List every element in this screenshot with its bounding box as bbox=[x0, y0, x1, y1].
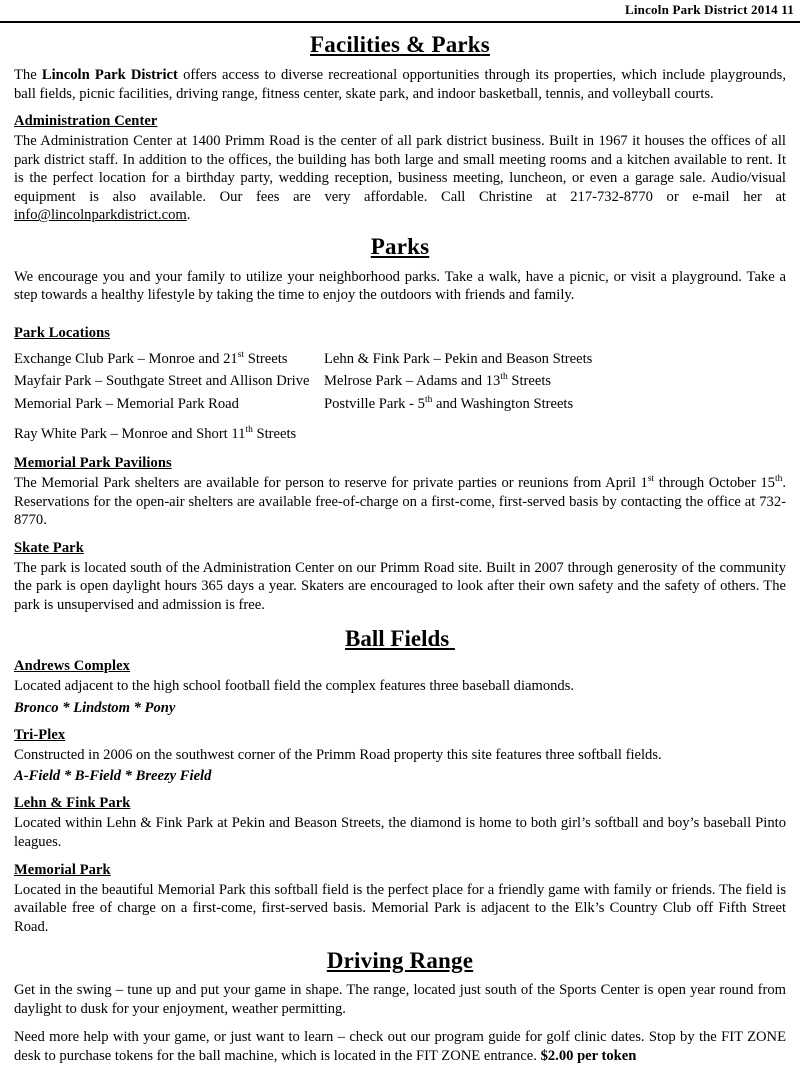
andrews-complex-paragraph: Located adjacent to the high school football field the complex features three baseball diamonds. bbox=[14, 678, 575, 695]
lehn-fink-park-paragraph: Located within Lehn & Fink Park at Pekin and Beason Streets, the diamond is home to both girl’s softball and boy’s baseball Pinto leagues. bbox=[14, 815, 786, 850]
park-location-item bbox=[14, 416, 786, 446]
admin-body-post: . bbox=[186, 207, 191, 224]
email-link[interactable]: info@lincolnparkdistrict.com bbox=[14, 207, 187, 224]
pavilions-text-pre: The Memorial Park shelters are available for person to reserve for private parties or reunions from April 1 bbox=[14, 475, 648, 492]
loc-text: Mayfair Park – Southgate Street and Allison Drive bbox=[14, 373, 310, 390]
administration-center-heading: Administration Center bbox=[14, 113, 158, 130]
driving-range-paragraph-2 bbox=[14, 1028, 786, 1065]
tri-plex-fields: A-Field * B-Field * Breezy Field bbox=[14, 768, 212, 785]
admin-body-pre: The Administration Center at 1400 Primm Road is the center of all park district business. Built in 1967 it houses the offices of all park district staff. In addition to the offices, the building has both large and small meeting rooms and a kitchen available to rent. It is the perfect location for a birthday party, wedding reception, business meeting, luncheon, or even a garage sale. Audio/visual equipment is also available. Our fees are very affordable. Call Christine at 217-732-8770 or e-mail her at bbox=[14, 133, 786, 205]
pavilions-text-mid: through October 15 bbox=[654, 475, 775, 492]
memorial-park-paragraph: Located in the beautiful Memorial Park this softball field is the perfect place for a friendly game with family or friends. The field is available free of charge on a first-come, first-served basis. Memorial Park is adjacent to the Elk’s Country Club off Fifth Street Road. bbox=[14, 881, 786, 935]
administration-center-paragraph bbox=[14, 132, 786, 225]
park-location-row bbox=[14, 393, 786, 416]
skate-park-heading: Skate Park bbox=[14, 539, 84, 556]
park-location-item bbox=[14, 348, 324, 371]
loc-ordinal: th bbox=[500, 372, 508, 383]
facilities-intro-pre: The bbox=[14, 67, 42, 83]
memorial-park-heading: Memorial Park bbox=[14, 861, 111, 878]
tri-plex-heading: Tri-Plex bbox=[14, 726, 66, 743]
ball-fields-title-text: Ball Fields bbox=[345, 626, 450, 652]
skate-park-paragraph: The park is located south of the Administration Center on our Primm Road site. Built in 2007 through generosity of the community the park is open daylight hours 365 days a year. Skaters are encouraged to look after their own safety and the safety of others. The park is unsupervised and admission is free. bbox=[14, 559, 786, 613]
park-location-item bbox=[324, 348, 786, 371]
pavilions-ordinal-2: th bbox=[774, 474, 783, 485]
park-locations-heading: Park Locations bbox=[14, 324, 111, 341]
loc-text: Postville Park - 5 bbox=[324, 396, 425, 412]
driving-range-title: Driving Range bbox=[326, 948, 474, 974]
facilities-intro-paragraph bbox=[14, 66, 786, 103]
memorial-park-pavilions-heading: Memorial Park Pavilions bbox=[14, 455, 172, 472]
andrews-complex-heading: Andrews Complex bbox=[14, 658, 131, 675]
park-location-item bbox=[324, 370, 786, 393]
andrews-complex-fields: Bronco * Lindstom * Pony bbox=[14, 699, 176, 716]
parks-intro-paragraph: We encourage you and your family to utilize your neighborhood parks. Take a walk, have a picnic, or visit a playground. Take a step towards a healthy lifestyle by taking the time to enjoy the outdoors with friends and family. bbox=[14, 268, 786, 304]
pavilions-text-post: . Reservations for the open-air shelters are available free-of-charge on a first-come, first-served basis by contacting the office at 732-8770. bbox=[14, 475, 786, 529]
facilities-intro-post: offers access to diverse recreational opportunities through its properties, which include playgrounds, ball fields, picnic facilities, driving range, fitness center, skate park, and indoor basketball, tennis, and volleyball courts. bbox=[14, 67, 786, 102]
loc-text-post: and Washington Streets bbox=[432, 396, 574, 412]
loc-ordinal: st bbox=[237, 349, 245, 360]
memorial-park-pavilions-paragraph bbox=[14, 474, 786, 530]
loc-text: Memorial Park – Memorial Park Road bbox=[14, 396, 239, 412]
loc-ordinal: th bbox=[424, 395, 433, 406]
facilities-intro-bold: Lincoln Park District bbox=[41, 67, 178, 83]
spacer bbox=[14, 309, 786, 315]
loc-text-post: Streets bbox=[244, 350, 288, 367]
park-location-row bbox=[14, 370, 786, 393]
loc-text: Ray White Park – Monroe and Short 11 bbox=[14, 425, 246, 442]
lehn-fink-park-heading: Lehn & Fink Park bbox=[14, 795, 131, 812]
loc-text: Exchange Club Park – Monroe and 21 bbox=[14, 350, 238, 367]
tri-plex-paragraph: Constructed in 2006 on the southwest corner of the Primm Road property this site features three softball fields. bbox=[14, 746, 662, 763]
pavilions-ordinal-1: st bbox=[647, 474, 655, 485]
park-locations-list bbox=[14, 348, 786, 445]
facilities-parks-title: Facilities & Parks bbox=[310, 32, 490, 57]
running-header: Lincoln Park District 2014 11 bbox=[0, 0, 800, 23]
driving-range-paragraph-1: Get in the swing – tune up and put your game in shape. The range, located just south of the Sports Center is open year round from daylight to dusk for your enjoyment, weather permitting. bbox=[14, 982, 786, 1017]
driving-range-text: Need more help with your game, or just want to learn – check out our program guide for golf clinic dates. Stop by the FIT ZONE desk to purchase tokens for the ball machine, which is located in the FIT ZONE entrance. bbox=[14, 1029, 786, 1064]
park-location-item bbox=[14, 370, 324, 393]
parks-title: Parks bbox=[370, 233, 430, 259]
loc-text: Melrose Park – Adams and 13 bbox=[324, 373, 501, 390]
park-location-row bbox=[14, 348, 786, 371]
token-price: $2.00 per token bbox=[540, 1047, 637, 1064]
loc-text: Lehn & Fink Park – Pekin and Beason Streets bbox=[324, 350, 593, 367]
park-location-item bbox=[14, 393, 324, 416]
ball-fields-title bbox=[14, 626, 786, 652]
loc-text-post: Streets bbox=[507, 373, 552, 390]
loc-ordinal: th bbox=[245, 424, 253, 435]
page-content bbox=[0, 32, 800, 1065]
park-location-item bbox=[324, 393, 786, 416]
loc-text-post: Streets bbox=[252, 425, 297, 442]
